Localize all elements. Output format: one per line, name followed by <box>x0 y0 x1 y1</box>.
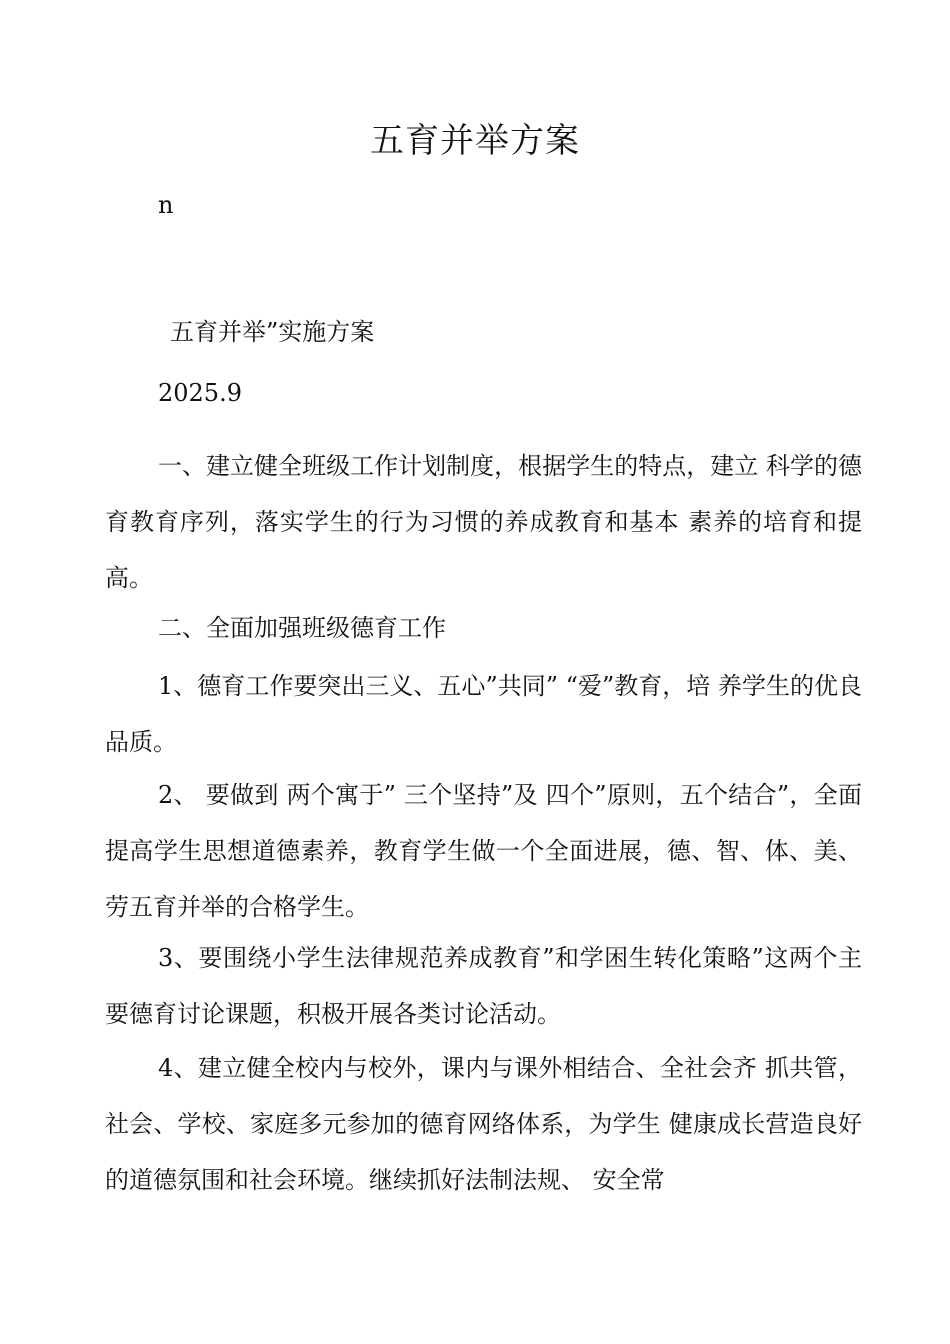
document-date: 2025.9 <box>158 379 242 407</box>
paragraph-4: 2、 要做到 两个寓于” 三个坚持”及 四个”原则，五个结合”，全面提高学生思想道德素养，教育学生做一个全面进展，德、智、体、美、劳五育并举的合格学生。 <box>105 781 862 921</box>
paragraph-1: 一、建立健全班级工作计划制度，根据学生的特点，建立 科学的德育教育序列，落实学生的行为习惯的养成教育和基本 素养的培育和提高。 <box>105 452 862 592</box>
paragraph-3: 1、德育工作要突出三义、五心”共同” “爱”教育，培 养学生的优良品质。 <box>105 672 862 756</box>
document-title: 五育并举方案 <box>370 121 580 161</box>
paragraph-2: 二、全面加强班级德育工作 <box>158 614 446 642</box>
paragraph-6: 4、建立健全校内与校外，课内与课外相结合、全社会齐 抓共管，社会、学校、家庭多元参加的德育网络体系，为学生 健康成长营造良好的道德氛围和社会环境。继续抓好法制法规、 安全常 <box>105 1054 862 1194</box>
stray-character: n <box>158 191 174 219</box>
paragraph-5: 3、要围绕小学生法律规范养成教育”和学困生转化策略”这两个主要德育讨论课题，积极开展各类讨论活动。 <box>105 944 862 1028</box>
document-subtitle: 五育并举”实施方案 <box>170 318 375 346</box>
